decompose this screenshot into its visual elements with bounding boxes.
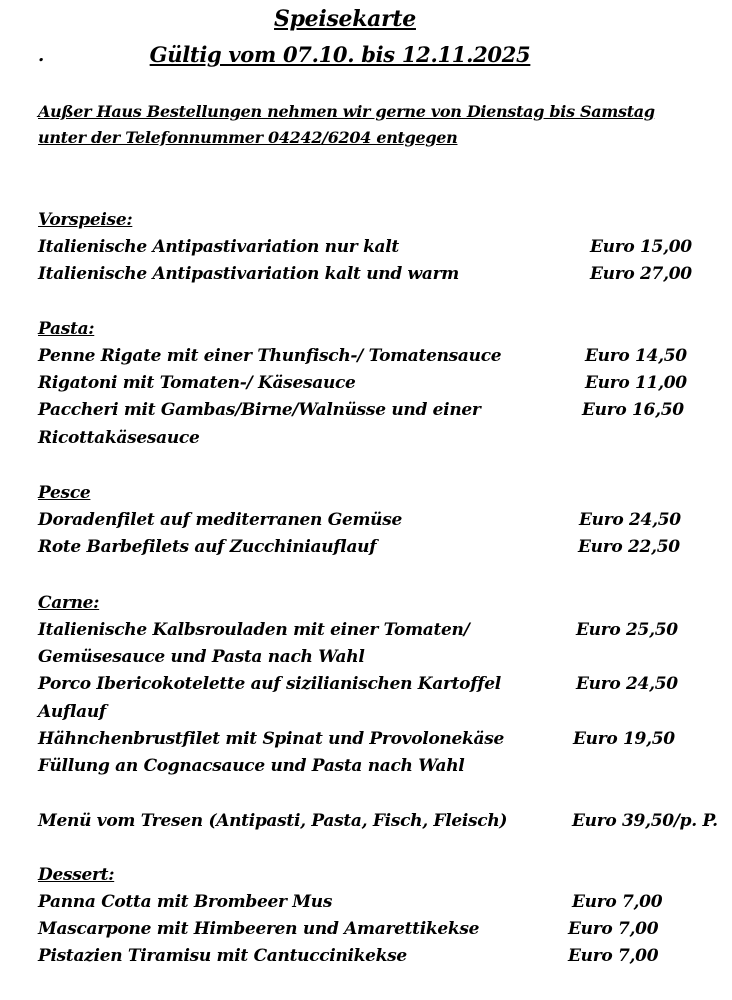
- menu-item-name: Penne Rigate mit einer Thunfisch-/ Tomatensauce: [38, 346, 502, 366]
- section-heading-pesce: Pesce: [38, 483, 91, 503]
- menu-item-price: Euro 24,50: [579, 510, 681, 530]
- section-heading-pasta: Pasta:: [38, 319, 95, 339]
- menu-item-name: Italienische Kalbsrouladen mit einer Tomaten/: [38, 620, 470, 640]
- page-title: Speisekarte: [274, 6, 416, 32]
- menu-item-name: Mascarpone mit Himbeeren und Amarettikekse: [38, 919, 480, 939]
- menu-item-price: Euro 7,00: [572, 892, 663, 912]
- validity-period: Gültig vom 07.10. bis 12.11.2025: [149, 42, 531, 67]
- menu-item-price: Euro 27,00: [590, 264, 692, 284]
- menu-item-name: Hähnchenbrustfilet mit Spinat und Provolonekäse: [38, 729, 504, 749]
- menu-item-name: Italienische Antipastivariation kalt und warm: [38, 264, 459, 284]
- menu-item-name: Rote Barbefilets auf Zucchiniauflauf: [38, 537, 377, 557]
- stray-dot: .: [38, 45, 44, 66]
- menu-item-name-cont: Füllung an Cognacsauce und Pasta nach Wahl: [38, 756, 465, 776]
- menu-item-price: Euro 11,00: [585, 373, 687, 393]
- menu-item-price: Euro 24,50: [576, 674, 678, 694]
- menu-item-price: Euro 14,50: [585, 346, 687, 366]
- menu-item-price: Euro 7,00: [568, 919, 659, 939]
- takeaway-notice-line2: unter der Telefonnummer 04242/6204 entgegen: [38, 128, 458, 147]
- takeaway-notice-line1: Außer Haus Bestellungen nehmen wir gerne von Dienstag bis Samstag: [38, 102, 655, 121]
- menu-item-price: Euro 39,50/p. P.: [572, 811, 718, 831]
- menu-item-name: Menü vom Tresen (Antipasti, Pasta, Fisch, Fleisch): [38, 811, 508, 831]
- menu-item-price: Euro 22,50: [578, 537, 680, 557]
- section-heading-dessert: Dessert:: [38, 865, 115, 885]
- menu-item-name: Pistazien Tiramisu mit Cantuccinikekse: [38, 946, 407, 966]
- menu-item-name: Porco Ibericokotelette auf sizilianischen Kartoffel: [38, 674, 501, 694]
- menu-item-name: Italienische Antipastivariation nur kalt: [38, 237, 399, 257]
- menu-item-name: Rigatoni mit Tomaten-/ Käsesauce: [38, 373, 356, 393]
- menu-item-price: Euro 16,50: [582, 400, 684, 420]
- menu-item-name-cont: Auflauf: [38, 702, 106, 722]
- menu-item-name-cont: Gemüsesauce und Pasta nach Wahl: [38, 647, 365, 667]
- menu-item-price: Euro 7,00: [568, 946, 659, 966]
- menu-item-name: Panna Cotta mit Brombeer Mus: [38, 892, 333, 912]
- menu-item-price: Euro 19,50: [573, 729, 675, 749]
- menu-item-price: Euro 25,50: [576, 620, 678, 640]
- section-heading-carne: Carne:: [38, 593, 100, 613]
- menu-item-name-cont: Ricottakäsesauce: [38, 428, 200, 448]
- menu-item-price: Euro 15,00: [590, 237, 692, 257]
- menu-item-name: Doradenfilet auf mediterranen Gemüse: [38, 510, 403, 530]
- menu-item-name: Paccheri mit Gambas/Birne/Walnüsse und einer: [38, 400, 481, 420]
- section-heading-vorspeise: Vorspeise:: [38, 210, 133, 230]
